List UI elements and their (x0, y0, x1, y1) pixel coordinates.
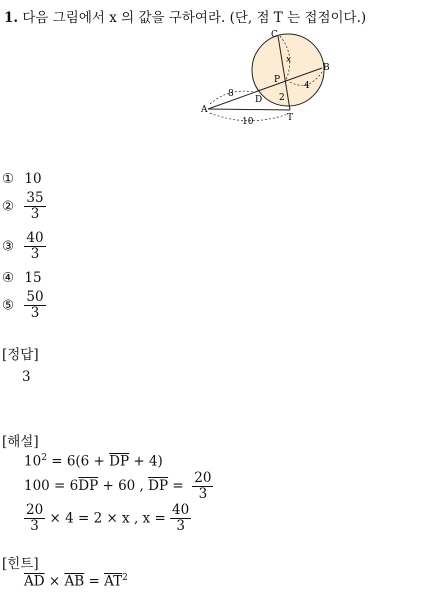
fraction-denominator: 3 (30, 305, 40, 321)
fraction-denominator: 3 (30, 206, 40, 222)
choice-fraction (24, 290, 45, 321)
length-pb: 4 (304, 81, 310, 91)
label-p: P (274, 75, 281, 85)
solution-line-3: $\frac{20}{3}$ × 4 = 2 × x , x = $\frac{40}{3}$ (26, 502, 190, 534)
length-cp: x (286, 55, 292, 65)
segment-dp: $\overline{DP}$ (109, 453, 130, 470)
solution-fraction: $\frac{20}{3}$ (26, 502, 44, 534)
label-d: D (255, 95, 263, 105)
solution-line-2: $100 = 6\overline{DP} + 60$ , $\overline{DP}$ = $\frac{20}{3}$ (24, 470, 212, 502)
choice-1[interactable] (2, 171, 42, 187)
hint-label: [힌트] (2, 556, 39, 572)
solution-label: [해설] (2, 434, 39, 450)
segment-dp: $\overline{DP}$ (78, 478, 99, 494)
segment-ad: $\overline{AD}$ (24, 573, 45, 590)
choice-marker: ③ (2, 238, 15, 255)
segment-at: $\overline{AT}$ (104, 573, 123, 590)
solution-line-1: $10^2 = 6(6 + \overline{DP} + 4)$ (24, 453, 163, 470)
choice-marker: ① (2, 171, 15, 187)
choice-value: 10 (24, 171, 42, 187)
segment-ab: $\overline{AB}$ (64, 573, 85, 590)
question-text: 다음 그림에서 x 의 값을 구하여라. (단, 점 T 는 접점이다.) (22, 10, 367, 26)
length-pt: 2 (279, 93, 285, 103)
choice-fraction (24, 231, 45, 262)
choice-marker: ④ (2, 270, 15, 286)
choice-marker: ② (2, 198, 15, 215)
fraction-numerator: 35 (26, 190, 44, 206)
hint-formula: $\overline{AD} \times \overline{AB} = \overline{AT}^2$ (24, 573, 128, 590)
fraction-numerator: 40 (26, 230, 44, 246)
label-c: C (271, 30, 278, 40)
label-b: B (323, 63, 330, 73)
solution-fraction: $\frac{20}{3}$ (194, 470, 212, 502)
question-line (4, 6, 366, 26)
question-number: 1. (4, 10, 19, 26)
segment-dp: $\overline{DP}$ (148, 478, 169, 494)
choice-2[interactable] (2, 191, 46, 222)
fraction-numerator: 50 (26, 289, 44, 305)
choice-4[interactable] (2, 270, 42, 286)
label-t: T (287, 113, 294, 123)
choice-value: 15 (24, 270, 42, 286)
choice-3[interactable] (2, 231, 46, 262)
choice-marker: ⑤ (2, 297, 15, 314)
length-ad: 8 (228, 89, 234, 99)
label-a: A (201, 105, 208, 115)
choice-5[interactable] (2, 290, 46, 321)
tangent-line-at (208, 109, 290, 110)
solution-fraction: $\frac{40}{3}$ (172, 502, 190, 534)
answer-label: [정답] (2, 347, 39, 363)
geometry-figure (200, 30, 330, 130)
length-at: 10 (242, 117, 254, 127)
answer-value: 3 (22, 369, 31, 385)
fraction-denominator: 3 (30, 246, 40, 262)
choice-fraction (24, 191, 45, 222)
